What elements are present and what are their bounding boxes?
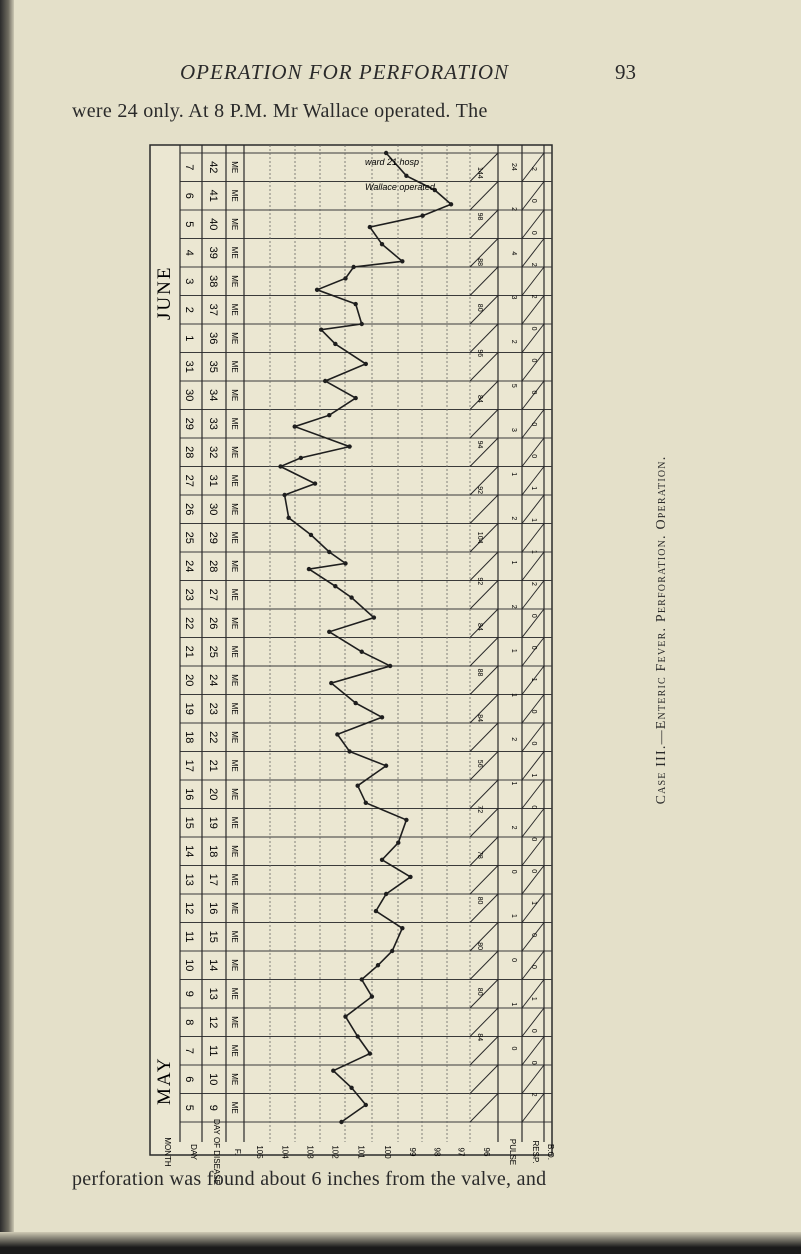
- disease-day-label: 17: [207, 873, 219, 886]
- day-label: 11: [183, 931, 195, 943]
- disease-day-label: 10: [207, 1073, 219, 1086]
- me-label: ME: [230, 1073, 239, 1086]
- disease-day-label: 29: [207, 531, 219, 544]
- disease-day-label: 39: [207, 246, 219, 259]
- resp-value: 0: [510, 869, 517, 874]
- day-label: 13: [183, 873, 195, 886]
- day-label: 31: [183, 360, 195, 373]
- pulse-value: 84: [476, 395, 483, 403]
- me-label: ME: [230, 731, 239, 744]
- day-label: 25: [183, 531, 195, 544]
- temperature-point: [420, 214, 424, 218]
- disease-day-label: 36: [207, 332, 219, 345]
- pulse-value: 56: [476, 759, 483, 768]
- temperature-point: [380, 858, 384, 862]
- disease-day-label: 9: [207, 1104, 219, 1111]
- disease-day-label: 19: [207, 816, 219, 829]
- resp-value: 2: [510, 516, 517, 521]
- disease-day-label: 14: [207, 959, 219, 972]
- me-label: ME: [230, 275, 239, 288]
- footer-label: F.: [233, 1148, 242, 1156]
- temperature-point: [327, 550, 331, 554]
- temperature-point: [313, 481, 317, 485]
- text-line-top: were 24 only. At 8 P.M. Mr Wallace operated. The: [72, 100, 488, 122]
- footer-label: 100: [383, 1145, 392, 1159]
- footer-label: DAY OF DISEASE: [212, 1119, 221, 1185]
- pulse-value: 98: [476, 212, 483, 221]
- disease-day-label: 42: [207, 161, 219, 174]
- resp-value: 1: [510, 472, 517, 477]
- bo-value: 0: [530, 613, 537, 618]
- pulse-value: 80: [476, 896, 483, 905]
- temperature-point: [384, 151, 388, 155]
- me-label: ME: [230, 617, 239, 630]
- temperature-point: [299, 456, 303, 460]
- resp-value: 3: [510, 295, 517, 300]
- disease-day-label: 33: [207, 417, 219, 430]
- pulse-value: 80: [476, 942, 483, 950]
- pulse-value: 80: [476, 987, 483, 996]
- day-label: 3: [183, 278, 195, 285]
- disease-day-label: 13: [207, 987, 219, 1000]
- pulse-value: 72: [476, 805, 483, 814]
- temperature-point: [360, 977, 364, 981]
- temperature-point: [374, 909, 378, 913]
- bo-value: 0: [530, 709, 537, 714]
- day-label: 9: [183, 990, 195, 997]
- me-label: ME: [230, 503, 239, 516]
- disease-day-label: 25: [207, 645, 219, 658]
- footer-label: 104: [280, 1145, 290, 1159]
- disease-day-label: 24: [207, 674, 219, 687]
- disease-day-label: 12: [207, 1016, 219, 1029]
- pulse-value: 96: [476, 349, 483, 358]
- resp-value: 2: [510, 737, 517, 742]
- me-label: ME: [230, 474, 239, 487]
- day-label: 7: [183, 164, 195, 171]
- day-label: 24: [183, 560, 195, 573]
- temperature-point: [309, 533, 313, 537]
- resp-value: 0: [510, 958, 517, 963]
- footer-label: RESP.: [531, 1140, 540, 1164]
- footer-label: 101: [356, 1145, 366, 1159]
- resp-value: 4: [510, 251, 517, 256]
- temperature-point: [408, 875, 412, 879]
- me-label: ME: [230, 560, 239, 573]
- resp-value: 1: [510, 781, 517, 786]
- disease-day-label: 27: [207, 588, 219, 601]
- temperature-point: [333, 342, 337, 346]
- bo-value: 0: [530, 1028, 537, 1033]
- pulse-value: 92: [476, 577, 483, 586]
- resp-value: 2: [510, 604, 517, 609]
- pulse-value: 144: [476, 167, 483, 179]
- me-label: ME: [230, 930, 239, 943]
- bo-value: 1: [530, 996, 537, 1001]
- temperature-point: [293, 424, 297, 428]
- day-label: 2: [183, 306, 195, 313]
- temperature-point: [315, 288, 319, 292]
- footer-label: 96: [482, 1147, 491, 1157]
- temperature-point: [282, 493, 286, 497]
- book-binding-shadow: [0, 0, 14, 1254]
- resp-value: 1: [510, 913, 517, 918]
- day-label: 15: [183, 816, 195, 829]
- temperature-point: [323, 379, 327, 383]
- disease-day-label: 28: [207, 560, 219, 573]
- resp-value: 1: [510, 693, 517, 698]
- day-label: 5: [183, 1104, 195, 1111]
- disease-day-label: 23: [207, 702, 219, 715]
- month-label-june: JUNE: [154, 265, 175, 320]
- day-label: 19: [183, 702, 195, 715]
- day-label: 14: [183, 845, 195, 858]
- bo-value: 0: [530, 741, 537, 746]
- disease-day-label: 22: [207, 731, 219, 744]
- footer-label: 105: [255, 1145, 264, 1159]
- me-label: ME: [230, 446, 239, 459]
- bo-value: 0: [530, 805, 537, 810]
- temperature-point: [370, 994, 374, 998]
- bo-value: 0: [530, 390, 537, 395]
- resp-value: 2: [510, 339, 517, 344]
- day-label: 10: [183, 959, 195, 972]
- resp-value: 1: [510, 560, 517, 565]
- pulse-value: 92: [476, 486, 483, 494]
- me-label: ME: [230, 417, 239, 430]
- bo-value: 0: [530, 422, 537, 427]
- bo-value: 0: [530, 869, 537, 874]
- me-label: ME: [230, 1016, 239, 1029]
- resp-value: 1: [510, 1002, 517, 1007]
- pulse-value: 88: [476, 668, 483, 677]
- bo-value: 1: [530, 677, 537, 682]
- disease-day-label: 15: [207, 930, 219, 943]
- text-line-bottom: perforation was found about 6 inches from the valve, and: [72, 1168, 547, 1190]
- day-label: 21: [183, 645, 195, 658]
- disease-day-label: 35: [207, 360, 219, 373]
- day-label: 7: [183, 1047, 195, 1054]
- me-label: ME: [230, 246, 239, 259]
- bo-value: 0: [530, 230, 537, 235]
- resp-value: 5: [510, 383, 517, 388]
- pulse-value: 88: [476, 258, 483, 266]
- me-label: ME: [230, 674, 239, 687]
- running-head: OPERATION FOR PERFORATION: [180, 60, 510, 84]
- temperature-point: [388, 664, 392, 668]
- temperature-point: [364, 362, 368, 366]
- day-label: 22: [183, 617, 195, 630]
- temperature-point: [355, 784, 359, 788]
- day-label: 27: [183, 474, 195, 487]
- day-label: 17: [183, 759, 195, 772]
- disease-day-label: 30: [207, 503, 219, 516]
- day-label: 6: [183, 1076, 195, 1083]
- bo-value: 0: [530, 198, 537, 203]
- day-label: 4: [183, 249, 195, 256]
- disease-day-label: 32: [207, 446, 219, 459]
- footer-label: DAY: [189, 1144, 198, 1160]
- footer-label: 99: [408, 1147, 417, 1157]
- temperature-point: [349, 595, 353, 599]
- temperature-point: [376, 963, 380, 967]
- bo-value: 1: [530, 550, 537, 554]
- disease-day-label: 16: [207, 902, 219, 915]
- temperature-point: [364, 1103, 368, 1107]
- disease-day-label: 26: [207, 617, 219, 630]
- disease-day-label: 37: [207, 303, 219, 316]
- me-label: ME: [230, 161, 239, 174]
- temperature-point: [390, 949, 394, 953]
- month-label-may: MAY: [154, 1056, 175, 1105]
- bo-value: 1: [530, 901, 537, 906]
- day-label: 28: [183, 446, 195, 459]
- bo-value: 1: [530, 773, 537, 778]
- temperature-point: [335, 732, 339, 736]
- me-label: ME: [230, 1044, 239, 1057]
- bo-value: 1: [530, 486, 537, 491]
- bo-value: 2: [530, 167, 537, 171]
- temperature-point: [319, 328, 323, 332]
- side-caption: Case III.—Enteric Fever. Perforation. Operation.: [654, 455, 669, 805]
- footer-label: PULSE: [508, 1138, 517, 1166]
- me-label: ME: [230, 645, 239, 658]
- temperature-point: [355, 1034, 359, 1038]
- disease-day-label: 41: [207, 189, 219, 202]
- day-label: 18: [183, 731, 195, 744]
- me-label: ME: [230, 389, 239, 402]
- bo-value: 2: [530, 581, 537, 586]
- temperature-point: [360, 650, 364, 654]
- day-label: 20: [183, 674, 195, 687]
- temperature-point: [368, 1051, 372, 1055]
- disease-day-label: 11: [207, 1045, 219, 1057]
- note-operated: Wallace operated: [365, 182, 435, 192]
- temperature-point: [353, 302, 357, 306]
- resp-value: 2: [510, 207, 517, 212]
- disease-day-label: 31: [207, 474, 219, 487]
- temperature-point: [396, 841, 400, 845]
- resp-value: 2: [510, 825, 517, 830]
- footer-label: MONTH: [163, 1137, 172, 1167]
- day-label: 16: [183, 788, 195, 801]
- disease-day-label: 40: [207, 218, 219, 231]
- note-ward: ward 21 hosp: [365, 157, 420, 167]
- temperature-point: [343, 1014, 347, 1018]
- me-label: ME: [230, 788, 239, 801]
- temperature-point: [339, 1120, 343, 1124]
- me-label: ME: [230, 987, 239, 1000]
- temperature-point: [349, 1086, 353, 1090]
- disease-day-label: 38: [207, 275, 219, 288]
- bo-value: 0: [530, 645, 537, 650]
- temperature-point: [400, 259, 404, 263]
- me-label: ME: [230, 702, 239, 715]
- day-label: 29: [183, 417, 195, 430]
- temperature-point: [333, 584, 337, 588]
- day-label: 1: [183, 335, 195, 342]
- temperature-point: [449, 202, 453, 206]
- temperature-point: [384, 764, 388, 768]
- resp-value: 24: [510, 163, 517, 171]
- footer-label: 97: [456, 1147, 466, 1157]
- day-label: 30: [183, 389, 195, 402]
- disease-day-label: 34: [207, 389, 219, 402]
- pulse-value: 80: [476, 303, 483, 312]
- bo-value: 2: [530, 262, 537, 267]
- temperature-point: [286, 516, 290, 520]
- temperature-point: [351, 265, 355, 269]
- footer-label: B.O.: [546, 1143, 555, 1161]
- temperature-point: [372, 615, 376, 619]
- pulse-value: 84: [476, 623, 483, 631]
- me-label: ME: [230, 303, 239, 316]
- bo-value: 0: [530, 358, 537, 363]
- temperature-point: [327, 413, 331, 417]
- page-number: 93: [615, 60, 636, 84]
- me-label: ME: [230, 360, 239, 373]
- bo-value: 1: [530, 518, 537, 523]
- temperature-point: [404, 818, 408, 822]
- pulse-value: 78: [476, 851, 483, 859]
- bo-value: 0: [530, 933, 537, 937]
- me-label: ME: [230, 332, 239, 345]
- temperature-point: [364, 801, 368, 805]
- pulse-value: 84: [476, 1033, 483, 1042]
- temperature-point: [278, 464, 282, 468]
- me-label: ME: [230, 759, 239, 772]
- resp-value: 3: [510, 428, 517, 432]
- temperature-point: [380, 715, 384, 719]
- me-label: ME: [230, 1101, 239, 1114]
- temperature-point: [343, 276, 347, 280]
- temperature-point: [380, 242, 384, 246]
- me-label: ME: [230, 189, 239, 202]
- temperature-point: [343, 561, 347, 565]
- disease-day-label: 20: [207, 788, 219, 801]
- temperature-point: [368, 225, 372, 229]
- footer-label: 102: [330, 1145, 340, 1159]
- pulse-value: 104: [476, 531, 483, 544]
- bo-value: 0: [530, 326, 537, 331]
- bo-value: 0: [530, 837, 537, 842]
- day-label: 6: [183, 192, 195, 199]
- bo-value: 0: [530, 965, 537, 969]
- temperature-point: [347, 749, 351, 753]
- me-label: ME: [230, 588, 239, 601]
- temperature-point: [307, 567, 311, 571]
- me-label: ME: [230, 873, 239, 886]
- page-bottom-shadow: [0, 1232, 801, 1254]
- disease-day-label: 18: [207, 845, 219, 858]
- day-label: 23: [183, 588, 195, 601]
- temperature-point: [329, 681, 333, 685]
- pulse-value: 84: [476, 714, 483, 722]
- me-label: ME: [230, 959, 239, 972]
- temperature-point: [353, 396, 357, 400]
- temperature-point: [327, 630, 331, 634]
- bo-value: 0: [530, 454, 537, 459]
- temperature-point: [400, 926, 404, 930]
- disease-day-label: 21: [207, 759, 219, 772]
- me-label: ME: [230, 816, 239, 829]
- bo-value: 0: [530, 1060, 537, 1065]
- day-label: 26: [183, 503, 195, 516]
- temperature-point: [384, 892, 388, 896]
- bo-value: 2: [530, 1092, 537, 1097]
- me-label: ME: [230, 531, 239, 544]
- me-label: ME: [230, 218, 239, 231]
- day-label: 8: [183, 1019, 195, 1026]
- temperature-point: [347, 444, 351, 448]
- temperature-point: [353, 701, 357, 705]
- bo-value: 2: [530, 294, 537, 299]
- me-label: ME: [230, 845, 239, 858]
- day-label: 5: [183, 221, 195, 228]
- footer-label: 98: [432, 1147, 442, 1157]
- temperature-point: [404, 174, 408, 178]
- temperature-point: [360, 322, 364, 326]
- temperature-point: [331, 1069, 335, 1073]
- resp-value: 1: [510, 648, 517, 653]
- footer-label: 103: [305, 1145, 315, 1159]
- me-label: ME: [230, 902, 239, 915]
- resp-value: 0: [510, 1046, 517, 1051]
- day-label: 12: [183, 902, 195, 915]
- pulse-value: 94: [476, 440, 483, 449]
